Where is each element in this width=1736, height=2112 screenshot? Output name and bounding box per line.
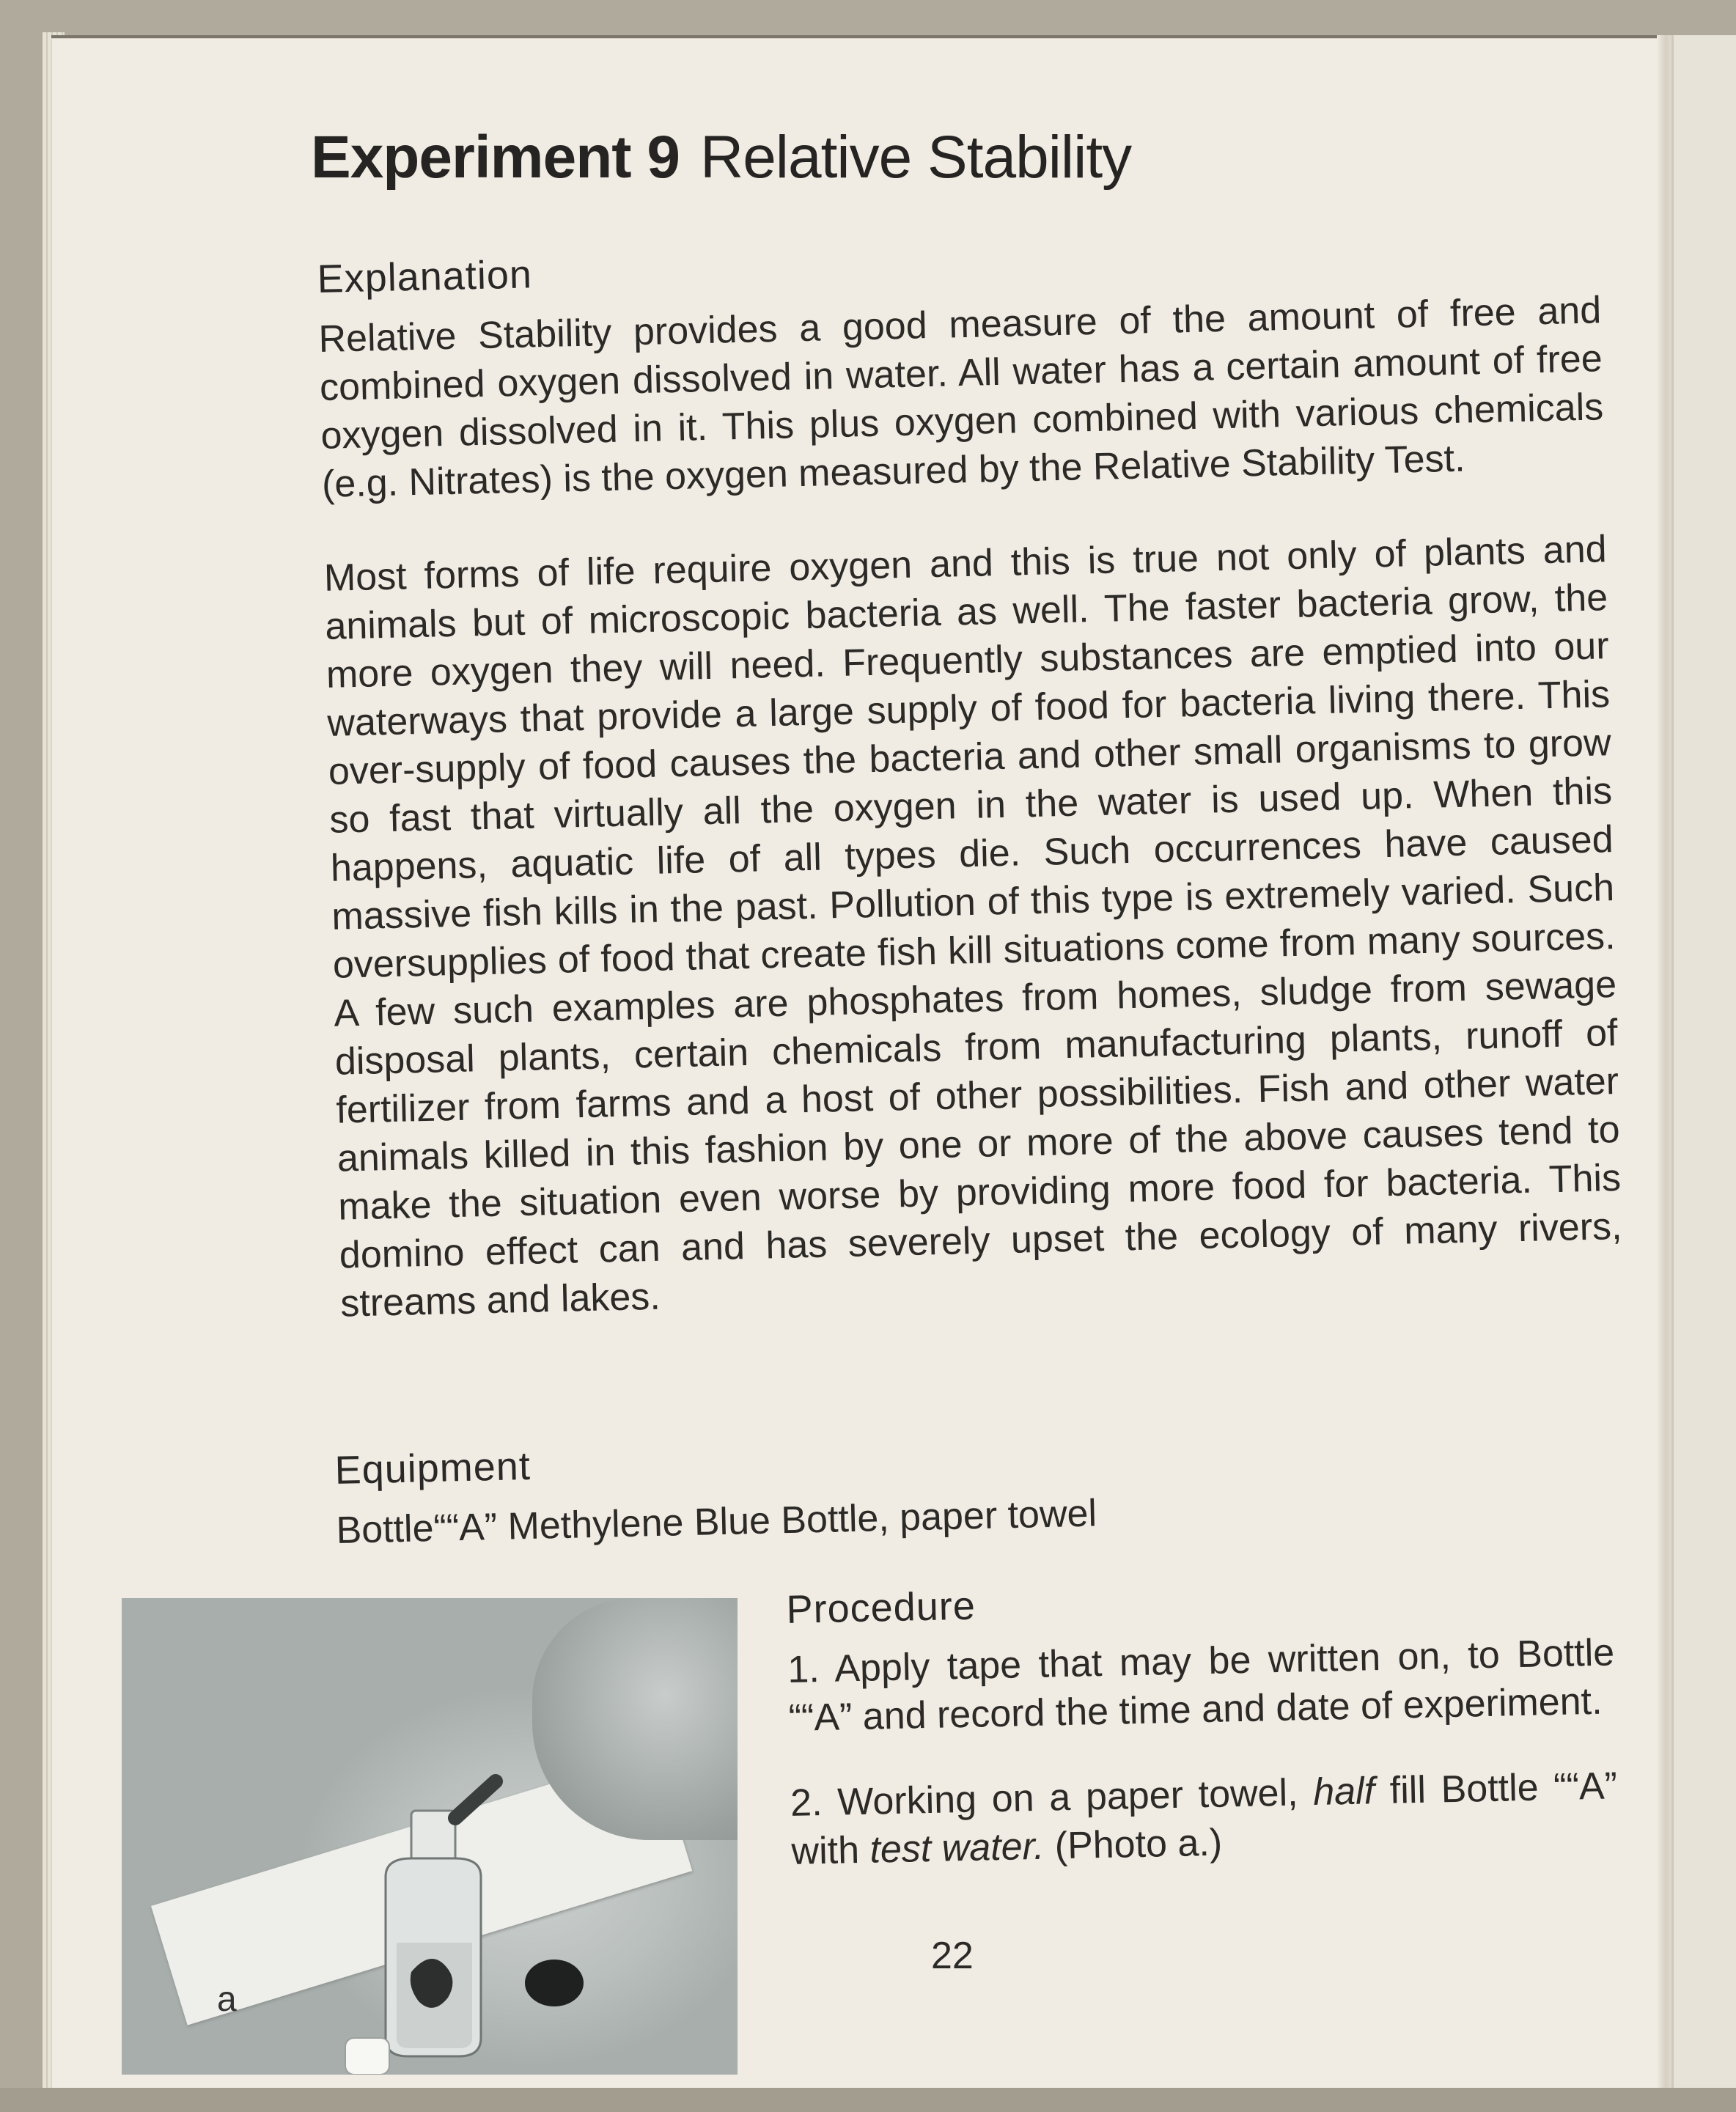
dropper-tip [455, 1781, 496, 1818]
page-number: 22 [931, 1935, 974, 1977]
explanation-paragraph-1: Relative Stability provides a good measure of the amount of free and combined oxygen dissolved in water. All water has a certain amount of free oxygen dissolved in it. This plus oxygen combined with various chemicals (e.g. Nitrates) is the oxygen measured by the Relative Stability Test. [317, 289, 1604, 506]
experiment-number: Experiment 9 [311, 124, 680, 191]
explanation-heading: Explanation [317, 252, 533, 301]
step-2-prefix: 2. Working on a paper towel, [790, 1771, 1314, 1825]
photo-bottle-illustration [122, 1598, 738, 2075]
step-2-emphasis-test-water: test water. [869, 1825, 1045, 1872]
procedure-step-1: 1. Apply tape that may be written on, to Bottle ““A” and record the time and date of experiment. [787, 1631, 1615, 1740]
equipment-text: Bottle““A” Methylene Blue Bottle, paper towel [335, 1492, 1097, 1552]
equipment-heading: Equipment [334, 1443, 532, 1493]
dropper-bottle [345, 2038, 389, 2075]
bottle-cap [525, 1960, 584, 2006]
step-2-emphasis-half: half [1312, 1770, 1375, 1814]
explanation-section [317, 227, 1624, 1328]
procedure-heading: Procedure [786, 1583, 976, 1632]
step-2-suffix: (Photo a.) [1043, 1821, 1223, 1868]
procedure-step-2 [790, 1762, 1619, 1876]
right-page-edge [1671, 35, 1736, 2088]
procedure-section [786, 1570, 1619, 1876]
procedure-photo [122, 1598, 738, 2075]
step-2-middle: fill Bottle ““A” with [790, 1765, 1618, 1873]
explanation-paragraph-2: Most forms of life require oxygen and this is true not only of plants and animals but of microscopic bacteria as well. The faster bacteria grow, the more oxygen they will need. Frequently substances are emptied into our waterways that provide a large supply of food for bacteria living there. This over-supply of food causes the bacteria and other small organisms to grow so fast that virtually all the oxygen in the water is used up. When this happens, aquatic life of all types die. Such occurrences have caused massive fish kills in the past. Pollution of this type is extremely varied. Such oversupplies of food that create fish kill situations come from many sources. A few such examples are phosphates from homes, sludge from sewage disposal plants, certain chemicals from manufacturing plants, runoff of fertilizer from farms and a host of other possibilities. Fish and other water animals killed in this fashion by one or more of the above causes tend to make the situation even worse by providing more food for bacteria. This domino effect can and has severely upset the ecology of many rivers, streams and lakes. [323, 528, 1623, 1325]
experiment-name: Relative Stability [699, 124, 1132, 191]
photo-label: a [217, 1980, 237, 2019]
page-title [311, 123, 1131, 192]
scan-bottom-strip [0, 2088, 1736, 2112]
